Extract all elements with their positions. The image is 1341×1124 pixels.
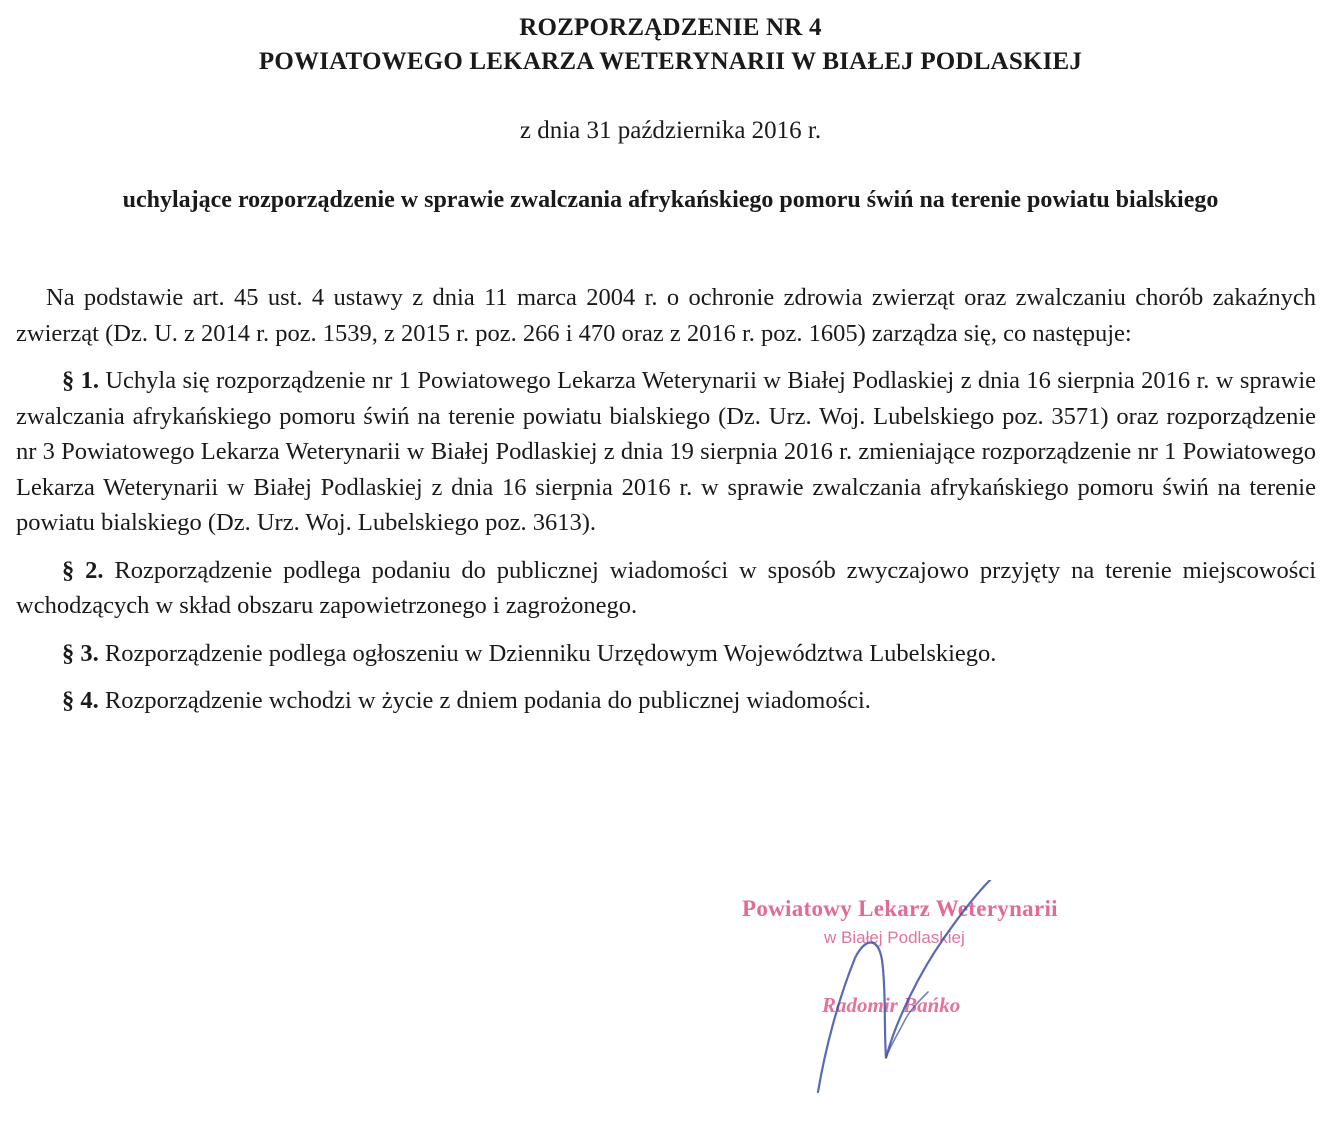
issuer-title: POWIATOWEGO LEKARZA WETERYNARII W BIAŁEJ PODLASKIEJ — [258, 48, 1083, 75]
document-date: z dnia 31 października 2016 r. — [519, 117, 822, 144]
stamp-name: Radomir Bańko — [822, 993, 961, 1017]
paragraph-3-text: Rozporządzenie podlega ogłoszeniu w Dzienniku Urzędowym Województwa Lubelskiego. — [104, 639, 997, 667]
official-stamp — [700, 880, 1120, 1110]
stamp-title: Powiatowy Lekarz Weterynarii — [742, 896, 1058, 921]
paragraph-2-text: Rozporządzenie podlega podaniu do publicznej wiadomości w sposób zwyczajowo przyjęty na terenie miejscowości wchodzących w skład obszaru zapowietrzonego i zagrożonego. — [16, 556, 1317, 619]
document-title: ROZPORZĄDZENIE NR 4 — [519, 14, 822, 41]
paragraph-2 — [16, 553, 1316, 624]
paragraph-1 — [16, 363, 1316, 541]
paragraph-3-label: § 3. — [62, 639, 99, 667]
paragraph-4-label: § 4. — [62, 687, 99, 714]
preamble: Na podstawie art. 45 ust. 4 ustawy z dnia 11 marca 2004 r. o ochronie zdrowia zwierząt oraz zwalczaniu chorób zakaźnych zwierząt (Dz. U. z 2014 r. poz. 1539, z 2015 r. poz. 266 i 470 oraz z 2016 r. poz. 1605) zarządza się, co następuje: — [16, 284, 1316, 347]
paragraph-3 — [16, 636, 1316, 672]
handwritten-signature — [700, 880, 1120, 1110]
paragraph-1-label: § 1. — [62, 367, 99, 394]
paragraph-4-text: Rozporządzenie wchodzi w życie z dniem podania do publicznej wiadomości. — [104, 687, 871, 714]
stamp-subtitle: w Białej Podlaskiej — [824, 928, 965, 947]
document-body — [16, 280, 1316, 719]
paragraph-2-label: § 2. — [62, 556, 104, 584]
paragraph-1-text: Uchyla się rozporządzenie nr 1 Powiatowego Lekarza Weterynarii w Białej Podlaskiej z dnia 16 sierpnia 2016 r. w sprawie zwalczania afrykańskiego pomoru świń na terenie powiatu bialskiego (Dz. Urz. Woj. Lubelskiego poz. 3571) oraz rozporządzenie nr 3 Powiatowego Lekarza Weterynarii w Białej Podlaskiej z dnia 19 sierpnia 2016 r. zmieniające rozporządzenie nr 1 Powiatowego Lekarza Weterynarii w Białej Podlaskiej z dnia 16 sierpnia 2016 r. w sprawie zwalczania afrykańskiego pomoru świń na terenie powiatu bialskiego (Dz. Urz. Woj. Lubelskiego poz. 3613). — [16, 367, 1317, 536]
document-subject: uchylające rozporządzenie w sprawie zwalczania afrykańskiego pomoru świń na terenie powiatu bialskiego — [122, 187, 1219, 213]
paragraph-4 — [16, 683, 1316, 719]
